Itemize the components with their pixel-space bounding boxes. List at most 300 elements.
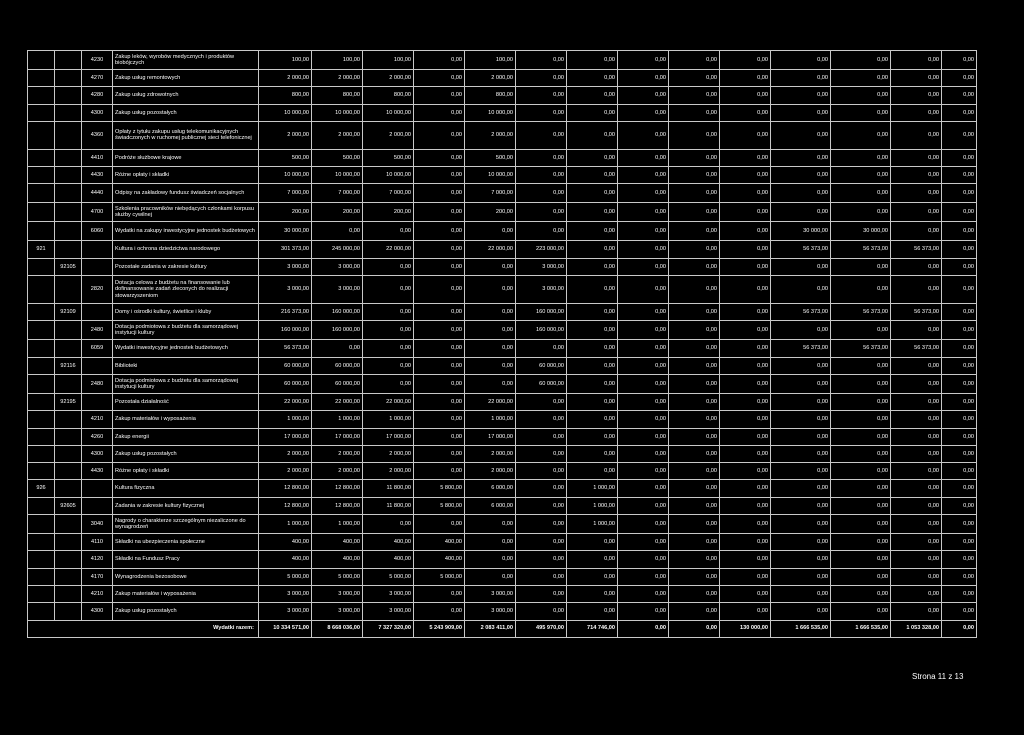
amount-cell: 5 000,00 bbox=[363, 568, 414, 585]
amount-cell: 0,00 bbox=[669, 167, 720, 184]
amount-cell: 0,00 bbox=[831, 568, 891, 585]
amount-cell: 0,00 bbox=[516, 203, 567, 222]
empty-cell bbox=[82, 304, 113, 321]
empty-cell bbox=[55, 167, 82, 184]
table-row bbox=[28, 184, 977, 203]
amount-cell: 0,00 bbox=[618, 51, 669, 70]
amount-cell: 0,00 bbox=[831, 357, 891, 374]
table-row bbox=[28, 357, 977, 374]
amount-cell: 0,00 bbox=[771, 87, 831, 104]
amount-cell: 0,00 bbox=[831, 463, 891, 480]
total-row bbox=[28, 620, 977, 637]
empty-cell bbox=[55, 463, 82, 480]
item-name: Wydatki na zakupy inwestycyjne jednostek budżetowych bbox=[113, 222, 259, 241]
amount-cell: 0,00 bbox=[771, 321, 831, 340]
amount-cell: 0,00 bbox=[942, 445, 977, 462]
amount-cell: 0,00 bbox=[720, 411, 771, 428]
amount-cell: 0,00 bbox=[942, 603, 977, 620]
amount-cell: 0,00 bbox=[414, 445, 465, 462]
amount-cell: 0,00 bbox=[669, 70, 720, 87]
amount-cell: 0,00 bbox=[669, 463, 720, 480]
amount-cell: 0,00 bbox=[363, 304, 414, 321]
table-row bbox=[28, 121, 977, 149]
amount-cell: 0,00 bbox=[312, 222, 363, 241]
amount-cell: 0,00 bbox=[942, 340, 977, 357]
amount-cell: 0,00 bbox=[516, 393, 567, 410]
empty-cell bbox=[55, 149, 82, 166]
amount-cell: 0,00 bbox=[516, 445, 567, 462]
table-row bbox=[28, 480, 977, 497]
empty-cell bbox=[55, 51, 82, 70]
amount-cell: 17 000,00 bbox=[465, 428, 516, 445]
empty-cell bbox=[82, 497, 113, 514]
amount-cell: 0,00 bbox=[516, 167, 567, 184]
amount-cell: 0,00 bbox=[669, 258, 720, 275]
amount-cell: 2 000,00 bbox=[363, 70, 414, 87]
amount-cell: 0,00 bbox=[414, 203, 465, 222]
paragraph-code: 4120 bbox=[82, 551, 113, 568]
amount-cell: 0,00 bbox=[942, 51, 977, 70]
amount-cell: 0,00 bbox=[942, 321, 977, 340]
amount-cell: 0,00 bbox=[831, 411, 891, 428]
amount-cell: 0,00 bbox=[312, 340, 363, 357]
item-name: Różne opłaty i składki bbox=[113, 167, 259, 184]
amount-cell: 30 000,00 bbox=[259, 222, 312, 241]
amount-cell: 0,00 bbox=[720, 258, 771, 275]
empty-cell bbox=[55, 515, 82, 534]
amount-cell: 0,00 bbox=[891, 374, 942, 393]
total-amount-cell: 130 000,00 bbox=[720, 620, 771, 637]
amount-cell: 0,00 bbox=[363, 515, 414, 534]
amount-cell: 17 000,00 bbox=[259, 428, 312, 445]
amount-cell: 0,00 bbox=[891, 121, 942, 149]
total-amount-cell: 714 746,00 bbox=[567, 620, 618, 637]
amount-cell: 0,00 bbox=[831, 321, 891, 340]
amount-cell: 0,00 bbox=[516, 184, 567, 203]
amount-cell: 11 800,00 bbox=[363, 480, 414, 497]
table-row bbox=[28, 374, 977, 393]
paragraph-code: 4110 bbox=[82, 534, 113, 551]
amount-cell: 0,00 bbox=[669, 340, 720, 357]
amount-cell: 60 000,00 bbox=[516, 374, 567, 393]
amount-cell: 0,00 bbox=[669, 603, 720, 620]
item-name: Zakup usług pozostałych bbox=[113, 603, 259, 620]
amount-cell: 0,00 bbox=[891, 515, 942, 534]
item-name: Dotacja podmiotowa z budżetu dla samorządowej instytucji kultury bbox=[113, 374, 259, 393]
amount-cell: 0,00 bbox=[669, 51, 720, 70]
amount-cell: 56 373,00 bbox=[771, 340, 831, 357]
amount-cell: 0,00 bbox=[831, 445, 891, 462]
empty-cell bbox=[28, 203, 55, 222]
amount-cell: 0,00 bbox=[669, 585, 720, 602]
amount-cell: 12 800,00 bbox=[312, 480, 363, 497]
amount-cell: 0,00 bbox=[618, 321, 669, 340]
amount-cell: 0,00 bbox=[831, 480, 891, 497]
table-row bbox=[28, 149, 977, 166]
amount-cell: 22 000,00 bbox=[363, 241, 414, 258]
amount-cell: 0,00 bbox=[618, 340, 669, 357]
amount-cell: 0,00 bbox=[618, 203, 669, 222]
item-name: Zakup usług pozostałych bbox=[113, 104, 259, 121]
amount-cell: 0,00 bbox=[831, 497, 891, 514]
amount-cell: 800,00 bbox=[259, 87, 312, 104]
amount-cell: 0,00 bbox=[669, 203, 720, 222]
page-number: Strona 11 z 13 bbox=[912, 672, 964, 681]
paragraph-code: 4700 bbox=[82, 203, 113, 222]
amount-cell: 2 000,00 bbox=[465, 463, 516, 480]
amount-cell: 0,00 bbox=[831, 585, 891, 602]
amount-cell: 11 800,00 bbox=[363, 497, 414, 514]
amount-cell: 3 000,00 bbox=[259, 585, 312, 602]
amount-cell: 0,00 bbox=[669, 393, 720, 410]
amount-cell: 0,00 bbox=[771, 393, 831, 410]
amount-cell: 0,00 bbox=[465, 321, 516, 340]
amount-cell: 0,00 bbox=[771, 603, 831, 620]
item-name: Składki na Fundusz Pracy bbox=[113, 551, 259, 568]
amount-cell: 0,00 bbox=[618, 222, 669, 241]
empty-cell bbox=[28, 357, 55, 374]
amount-cell: 0,00 bbox=[516, 463, 567, 480]
amount-cell: 0,00 bbox=[567, 534, 618, 551]
table-row bbox=[28, 393, 977, 410]
amount-cell: 0,00 bbox=[891, 480, 942, 497]
amount-cell: 0,00 bbox=[567, 203, 618, 222]
empty-cell bbox=[28, 515, 55, 534]
empty-cell bbox=[55, 603, 82, 620]
item-name: Nagrody o charakterze szczególnym niezaliczone do wynagrodzeń bbox=[113, 515, 259, 534]
amount-cell: 0,00 bbox=[414, 393, 465, 410]
amount-cell: 60 000,00 bbox=[312, 374, 363, 393]
amount-cell: 0,00 bbox=[516, 515, 567, 534]
amount-cell: 0,00 bbox=[618, 70, 669, 87]
empty-cell bbox=[55, 480, 82, 497]
amount-cell: 0,00 bbox=[465, 276, 516, 304]
amount-cell: 0,00 bbox=[669, 551, 720, 568]
amount-cell: 17 000,00 bbox=[363, 428, 414, 445]
amount-cell: 56 373,00 bbox=[771, 304, 831, 321]
empty-cell bbox=[55, 374, 82, 393]
amount-cell: 0,00 bbox=[942, 304, 977, 321]
total-amount-cell: 0,00 bbox=[618, 620, 669, 637]
table-row bbox=[28, 551, 977, 568]
amount-cell: 0,00 bbox=[720, 149, 771, 166]
amount-cell: 0,00 bbox=[831, 603, 891, 620]
amount-cell: 2 000,00 bbox=[259, 121, 312, 149]
amount-cell: 10 000,00 bbox=[312, 167, 363, 184]
amount-cell: 0,00 bbox=[618, 568, 669, 585]
amount-cell: 0,00 bbox=[942, 149, 977, 166]
item-name: Wynagrodzenia bezosobowe bbox=[113, 568, 259, 585]
amount-cell: 0,00 bbox=[516, 585, 567, 602]
empty-cell bbox=[55, 445, 82, 462]
empty-cell bbox=[82, 393, 113, 410]
amount-cell: 0,00 bbox=[669, 374, 720, 393]
amount-cell: 0,00 bbox=[669, 304, 720, 321]
amount-cell: 3 000,00 bbox=[312, 603, 363, 620]
empty-cell bbox=[55, 340, 82, 357]
amount-cell: 0,00 bbox=[831, 184, 891, 203]
amount-cell: 0,00 bbox=[465, 258, 516, 275]
amount-cell: 0,00 bbox=[618, 87, 669, 104]
amount-cell: 0,00 bbox=[516, 497, 567, 514]
amount-cell: 0,00 bbox=[516, 104, 567, 121]
empty-cell bbox=[55, 551, 82, 568]
empty-cell bbox=[55, 121, 82, 149]
paragraph-code: 6059 bbox=[82, 340, 113, 357]
amount-cell: 0,00 bbox=[669, 321, 720, 340]
paragraph-code: 4270 bbox=[82, 70, 113, 87]
total-amount-cell: 10 334 571,00 bbox=[259, 620, 312, 637]
amount-cell: 0,00 bbox=[771, 121, 831, 149]
amount-cell: 0,00 bbox=[618, 603, 669, 620]
amount-cell: 400,00 bbox=[312, 534, 363, 551]
table-row bbox=[28, 304, 977, 321]
amount-cell: 0,00 bbox=[618, 585, 669, 602]
empty-cell bbox=[28, 258, 55, 275]
amount-cell: 0,00 bbox=[516, 149, 567, 166]
empty-cell bbox=[55, 104, 82, 121]
amount-cell: 0,00 bbox=[567, 340, 618, 357]
amount-cell: 0,00 bbox=[567, 393, 618, 410]
amount-cell: 1 000,00 bbox=[567, 515, 618, 534]
paragraph-code: 2480 bbox=[82, 374, 113, 393]
amount-cell: 1 000,00 bbox=[259, 515, 312, 534]
amount-cell: 0,00 bbox=[942, 551, 977, 568]
amount-cell: 0,00 bbox=[567, 70, 618, 87]
empty-cell bbox=[28, 497, 55, 514]
amount-cell: 0,00 bbox=[891, 463, 942, 480]
amount-cell: 0,00 bbox=[567, 258, 618, 275]
amount-cell: 0,00 bbox=[942, 480, 977, 497]
item-name: Odpisy na zakładowy fundusz świadczeń socjalnych bbox=[113, 184, 259, 203]
empty-cell bbox=[28, 551, 55, 568]
amount-cell: 200,00 bbox=[465, 203, 516, 222]
empty-cell bbox=[55, 411, 82, 428]
amount-cell: 0,00 bbox=[720, 222, 771, 241]
amount-cell: 100,00 bbox=[312, 51, 363, 70]
table-body bbox=[28, 51, 977, 638]
amount-cell: 0,00 bbox=[720, 603, 771, 620]
amount-cell: 400,00 bbox=[414, 551, 465, 568]
amount-cell: 0,00 bbox=[567, 276, 618, 304]
amount-cell: 0,00 bbox=[516, 411, 567, 428]
table-row bbox=[28, 276, 977, 304]
amount-cell: 160 000,00 bbox=[259, 321, 312, 340]
amount-cell: 0,00 bbox=[942, 463, 977, 480]
amount-cell: 0,00 bbox=[516, 480, 567, 497]
amount-cell: 7 000,00 bbox=[312, 184, 363, 203]
amount-cell: 0,00 bbox=[567, 241, 618, 258]
total-amount-cell: 1 666 535,00 bbox=[771, 620, 831, 637]
table-row bbox=[28, 568, 977, 585]
amount-cell: 56 373,00 bbox=[891, 340, 942, 357]
amount-cell: 3 000,00 bbox=[259, 276, 312, 304]
amount-cell: 0,00 bbox=[618, 393, 669, 410]
table-row bbox=[28, 340, 977, 357]
amount-cell: 0,00 bbox=[771, 184, 831, 203]
paragraph-code: 4410 bbox=[82, 149, 113, 166]
amount-cell: 2 000,00 bbox=[312, 70, 363, 87]
table-row bbox=[28, 321, 977, 340]
amount-cell: 0,00 bbox=[465, 515, 516, 534]
amount-cell: 0,00 bbox=[465, 374, 516, 393]
item-name: Zakup materiałów i wyposażenia bbox=[113, 411, 259, 428]
amount-cell: 12 800,00 bbox=[259, 497, 312, 514]
amount-cell: 0,00 bbox=[720, 515, 771, 534]
amount-cell: 0,00 bbox=[567, 184, 618, 203]
empty-cell bbox=[28, 304, 55, 321]
paragraph-code: 4260 bbox=[82, 428, 113, 445]
amount-cell: 0,00 bbox=[891, 534, 942, 551]
amount-cell: 0,00 bbox=[414, 428, 465, 445]
amount-cell: 0,00 bbox=[414, 70, 465, 87]
amount-cell: 0,00 bbox=[942, 104, 977, 121]
amount-cell: 0,00 bbox=[516, 603, 567, 620]
amount-cell: 0,00 bbox=[720, 87, 771, 104]
table-row bbox=[28, 70, 977, 87]
amount-cell: 0,00 bbox=[720, 184, 771, 203]
total-amount-cell: 8 668 036,00 bbox=[312, 620, 363, 637]
amount-cell: 56 373,00 bbox=[831, 304, 891, 321]
total-amount-cell: 1 666 535,00 bbox=[831, 620, 891, 637]
amount-cell: 0,00 bbox=[771, 585, 831, 602]
amount-cell: 1 000,00 bbox=[567, 497, 618, 514]
total-amount-cell: 1 053 328,00 bbox=[891, 620, 942, 637]
section-code: 921 bbox=[28, 241, 55, 258]
empty-cell bbox=[28, 104, 55, 121]
amount-cell: 0,00 bbox=[567, 568, 618, 585]
amount-cell: 0,00 bbox=[567, 51, 618, 70]
amount-cell: 0,00 bbox=[414, 121, 465, 149]
amount-cell: 0,00 bbox=[363, 258, 414, 275]
amount-cell: 0,00 bbox=[831, 70, 891, 87]
amount-cell: 0,00 bbox=[363, 321, 414, 340]
amount-cell: 0,00 bbox=[465, 551, 516, 568]
amount-cell: 0,00 bbox=[720, 104, 771, 121]
amount-cell: 0,00 bbox=[414, 167, 465, 184]
amount-cell: 0,00 bbox=[831, 87, 891, 104]
amount-cell: 0,00 bbox=[771, 357, 831, 374]
amount-cell: 400,00 bbox=[363, 534, 414, 551]
empty-cell bbox=[28, 222, 55, 241]
amount-cell: 22 000,00 bbox=[259, 393, 312, 410]
amount-cell: 0,00 bbox=[669, 87, 720, 104]
amount-cell: 0,00 bbox=[669, 276, 720, 304]
amount-cell: 0,00 bbox=[414, 258, 465, 275]
amount-cell: 0,00 bbox=[618, 149, 669, 166]
amount-cell: 0,00 bbox=[891, 184, 942, 203]
amount-cell: 7 000,00 bbox=[259, 184, 312, 203]
item-name: Zadania w zakresie kultury fizycznej bbox=[113, 497, 259, 514]
amount-cell: 10 000,00 bbox=[363, 104, 414, 121]
amount-cell: 400,00 bbox=[312, 551, 363, 568]
item-name: Kultura fizyczna bbox=[113, 480, 259, 497]
amount-cell: 0,00 bbox=[414, 603, 465, 620]
paragraph-code: 4280 bbox=[82, 87, 113, 104]
paragraph-code: 4440 bbox=[82, 184, 113, 203]
amount-cell: 0,00 bbox=[891, 585, 942, 602]
chapter-code: 92195 bbox=[55, 393, 82, 410]
amount-cell: 0,00 bbox=[891, 276, 942, 304]
empty-cell bbox=[28, 121, 55, 149]
paragraph-code: 6060 bbox=[82, 222, 113, 241]
item-name: Kultura i ochrona dziedzictwa narodowego bbox=[113, 241, 259, 258]
amount-cell: 0,00 bbox=[414, 321, 465, 340]
amount-cell: 0,00 bbox=[567, 551, 618, 568]
amount-cell: 0,00 bbox=[618, 167, 669, 184]
amount-cell: 0,00 bbox=[363, 276, 414, 304]
table-row bbox=[28, 534, 977, 551]
amount-cell: 0,00 bbox=[771, 497, 831, 514]
amount-cell: 0,00 bbox=[567, 428, 618, 445]
amount-cell: 0,00 bbox=[771, 167, 831, 184]
amount-cell: 0,00 bbox=[363, 374, 414, 393]
empty-cell bbox=[55, 428, 82, 445]
total-amount-cell: 0,00 bbox=[669, 620, 720, 637]
item-name: Zakup usług pozostałych bbox=[113, 445, 259, 462]
amount-cell: 0,00 bbox=[618, 276, 669, 304]
amount-cell: 0,00 bbox=[831, 428, 891, 445]
amount-cell: 500,00 bbox=[312, 149, 363, 166]
table-row bbox=[28, 515, 977, 534]
empty-cell bbox=[82, 258, 113, 275]
amount-cell: 0,00 bbox=[618, 374, 669, 393]
amount-cell: 0,00 bbox=[414, 411, 465, 428]
amount-cell: 0,00 bbox=[720, 241, 771, 258]
amount-cell: 0,00 bbox=[669, 568, 720, 585]
amount-cell: 0,00 bbox=[891, 321, 942, 340]
amount-cell: 0,00 bbox=[618, 534, 669, 551]
amount-cell: 0,00 bbox=[720, 70, 771, 87]
amount-cell: 2 000,00 bbox=[465, 70, 516, 87]
amount-cell: 1 000,00 bbox=[363, 411, 414, 428]
amount-cell: 0,00 bbox=[942, 184, 977, 203]
amount-cell: 0,00 bbox=[891, 568, 942, 585]
item-name: Domy i ośrodki kultury, świetlice i kluby bbox=[113, 304, 259, 321]
total-amount-cell: 2 083 411,00 bbox=[465, 620, 516, 637]
amount-cell: 2 000,00 bbox=[259, 70, 312, 87]
amount-cell: 0,00 bbox=[771, 463, 831, 480]
table-row bbox=[28, 87, 977, 104]
amount-cell: 0,00 bbox=[771, 203, 831, 222]
amount-cell: 0,00 bbox=[516, 121, 567, 149]
chapter-code: 92105 bbox=[55, 258, 82, 275]
amount-cell: 0,00 bbox=[363, 357, 414, 374]
amount-cell: 0,00 bbox=[618, 551, 669, 568]
item-name: Dotacja celowa z budżetu na finansowanie lub dofinansowanie zadań zleconych do realizacji stowarzyszeniom bbox=[113, 276, 259, 304]
amount-cell: 0,00 bbox=[516, 428, 567, 445]
amount-cell: 0,00 bbox=[891, 411, 942, 428]
amount-cell: 0,00 bbox=[618, 184, 669, 203]
amount-cell: 0,00 bbox=[618, 463, 669, 480]
empty-cell bbox=[28, 428, 55, 445]
amount-cell: 22 000,00 bbox=[465, 241, 516, 258]
amount-cell: 0,00 bbox=[771, 104, 831, 121]
empty-cell bbox=[55, 241, 82, 258]
amount-cell: 3 000,00 bbox=[465, 585, 516, 602]
amount-cell: 0,00 bbox=[771, 149, 831, 166]
amount-cell: 0,00 bbox=[831, 167, 891, 184]
amount-cell: 60 000,00 bbox=[312, 357, 363, 374]
amount-cell: 160 000,00 bbox=[312, 304, 363, 321]
total-amount-cell: 0,00 bbox=[942, 620, 977, 637]
amount-cell: 0,00 bbox=[942, 203, 977, 222]
amount-cell: 0,00 bbox=[891, 70, 942, 87]
amount-cell: 60 000,00 bbox=[259, 357, 312, 374]
item-name: Wydatki inwestycyjne jednostek budżetowych bbox=[113, 340, 259, 357]
amount-cell: 0,00 bbox=[363, 340, 414, 357]
amount-cell: 0,00 bbox=[720, 276, 771, 304]
